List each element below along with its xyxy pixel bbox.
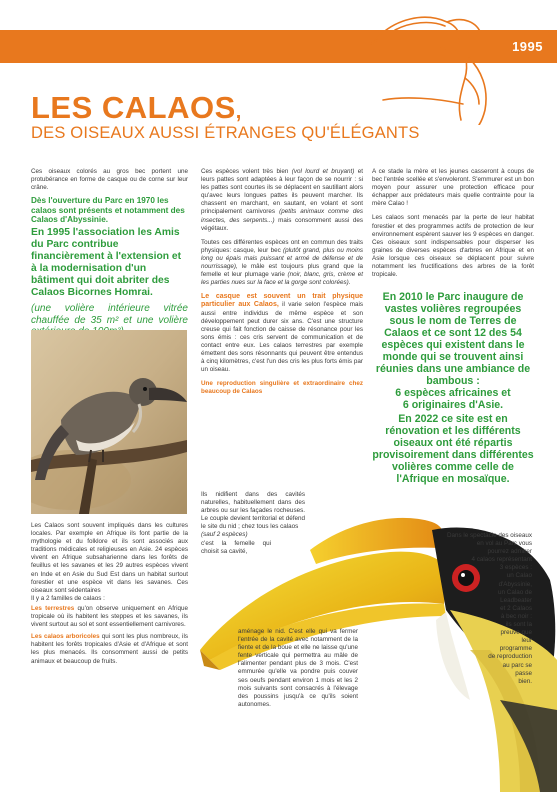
title-comma: , [235,101,242,123]
bird-show-line: Dans le spectacle des oiseaux [446,532,532,539]
bird-show-line: preuve que [500,629,532,637]
intro-paragraph: Ces oiseaux colorés au gros bec portent une protubérance en forme de casque ou de corne sur leur crâne. [31,168,188,192]
bird-show-line: 4 calaos représentant [471,556,532,564]
highlight-aviary: (une volière intérieure vitrée chauffée de 35 m² et une volière [31,303,188,326]
column-2-bottom [238,628,358,713]
column-1-bottom [31,522,188,670]
culture-paragraph: Les Calaos sont souvent impliqués dans les cultures locales. Par exemple en Afrique ils font partie de la mythologie et du folklore et ils sont associés aux traditions médicales et religieuses en Asie. 24 espèces vivent en Afrique subsaharienne dans les forêts de feuillus et les savanes et les 29 autres espèces vivent en Inde et en Asie du Sud Est dans un habitat surtout forestier et une espèce vit dans les savanes. Ces oiseaux sont sédentaires [31,522,188,594]
bird-show-line: ils sont la [505,621,532,629]
casque-paragraph: Le casque est souvent un trait physique particulier aux Calaos, il varie selon l'espèce mais aussi entre individus de même espèce et son développement peut durer six ans. C'est une structure creuse qui fait fonction de caisse de résonance pour les sons émis : ces cris servent de communication et de contact entre eux. Les calaos terrestres par exemple émettent des sons résonnants qui peuvent être entendus à cinq kilomètres, c'est l'un des cris les plus forts émis par un oiseau. [201,293,363,374]
bird-show-line: à bec noir : [500,612,532,620]
threat-paragraph: Les calaos sont menacés par la perte de leur habitat forestier et des programmes actifs de protection de leur environnement espèrent sauver les 9 espèces en danger. Ces oiseaux sont indispensables pour disperser les graines de diverses espèces d'arbres en Afrique et en Asie lorsque ces oiseaux se déplacent pour suivre notamment les fructifications des arbres de la forêt tropicale. [372,214,534,279]
highlight-2022: En 2022 ce site est en rénovation et les différents oiseaux ont été répartis provisoirement dans différentes volières comme celle de l'Afrique en mosaïque. [372,413,534,486]
nest-closing-paragraph: aménage le nid. C'est elle qui va fermer l'entrée de la cavité avec notamment de la fiente et de la boue et elle ne laisse qu'une fente verticale qui permettra au mâle de l'alimenter pendant plus de 3 mois. C'est emmurée qu'elle va pondre puis couver ses oeufs pendant environ 1 mois et les 2 mois suivants sont consacrés à l'élevage des poussins jusqu'à ce qu'ils soient autonomes. [238,628,358,708]
bird-show-line: leur [521,637,532,645]
arboreal-heading: Les calaos arboricoles [31,633,100,641]
bird-show-line: un Calao [506,572,532,580]
bird-show-line: au parc se [502,661,532,669]
bird-show-paragraph [410,532,532,686]
bird-show-line: Leadbeater [500,596,532,604]
families-intro: Il y a 2 familles de calaos : [31,594,105,602]
column-3 [372,168,534,485]
column-2 [201,168,363,396]
nest-female: c'est la femelle qui choisit sa cavité, [201,539,271,555]
page-title [31,90,242,126]
nest-paragraph: Ils nidifient dans des cavités naturelles, habituellement dans des arbres ou sur les façades rocheuses. Le couple devient territorial et défend le site du nid ; chez tous les calaos [201,491,305,531]
arboreal-body: qui sont les plus nombreux, ils habitent les forêts tropicales d'Asie et d'Afrique et sont les plus menacés. Ils consomment aussi de petits animaux et beaucoup de fruits. [31,633,188,665]
bird-show-line: de reproduction [488,653,532,661]
bird-show-line: en vol au Parc vous [476,540,532,548]
column-1-top [31,168,188,342]
highlight-1995: En 1995 l'association les Amis du Parc contribue financièrement à l'extension et à la modernisation d'un bâtiment qui doit abriter des Calaos Bicornes Homrai. [31,227,182,299]
hornbill-line-illustration [365,0,500,125]
highlight-1970: Dès l'ouverture du Parc en 1970 les calaos sont présents et notamment des Calaos d'Abyssinie. [31,196,185,225]
photo-hornbill-branch [31,330,187,514]
terrestrial-heading: Les terrestres [31,604,75,612]
traits-paragraph: Toutes ces différentes espèces ont en commun des traits physiques: casque, leur bec (plutôt grand, plus ou moins long ou épais mais puissant et armé de défense et de nourrissage), le mâle est toujours plus grand que la femelle et leur plumage varie (noir, blanc, gris, crème et les parties nues sur la face et la gorge sont colorées). [201,238,363,287]
bird-show-line: un Calao de [498,588,532,596]
bird-show-line: d'Abyssinie, [498,580,532,588]
bird-show-line: 3 espèces : [499,564,532,572]
bird-show-line: passe [515,669,532,677]
flight-paragraph: Ces espèces volent très bien (vol lourd et bruyant) et leurs pattes sont adaptées à leur façon de se nourrir : si les pattes sont courtes ils se déplacent en sautillant alors qu'avec leurs longues pattes ils peuvent marcher. Ils chassent en marchant, en sautant, en volant et sont principalement carnivores (petits animaux comme des insectes, des serpents...) mais consomment aussi des végétaux. [201,168,364,232]
nest-end-paragraph: A ce stade la mère et les jeunes casseront à coups de bec l'entrée scellée et s'envoleront. S'emmurer est un bon moyen pour assurer une protection efficace pour échapper aux prédateurs mais quelle contrainte pour la mère Calao ! [372,168,534,208]
casque-heading: Le casque est souvent un trait physique particulier aux Calaos, [201,293,363,309]
title-main: LES CALAOS [31,90,236,125]
page-subtitle: DES OISEAUX AUSSI ÉTRANGES QU'ÉLÉGANTS [31,124,420,142]
highlight-2010: En 2010 le Parc inaugure de vastes volières regroupées sous le nom de Terres de Calaos et ce sont 12 des 54 espèces qui existent dans le monde qui se trouvent ainsi réunies dans une ambiance de bambous : 6 espèces africaines et 6 originaires d'Asie. [375,291,531,412]
bird-show-line: bien. [518,677,532,685]
bird-show-line: et 2 Calaos [500,604,532,612]
nest-exception: (sauf 2 espèces) [201,531,248,539]
reproduction-heading: Une reproduction singulière et extraordinaire chez beaucoup de Calaos [201,380,363,396]
bird-show-line: programme [499,645,532,653]
terrestrial-body: qu'on observe uniquement en Afrique tropicale où ils habitent les steppes et les savanes, ils vivent surtout au sol et sont essentiellement carnivores. [31,604,188,629]
bird-show-line: pourrez admirer [487,548,532,556]
year-label: 1995 [512,39,543,54]
